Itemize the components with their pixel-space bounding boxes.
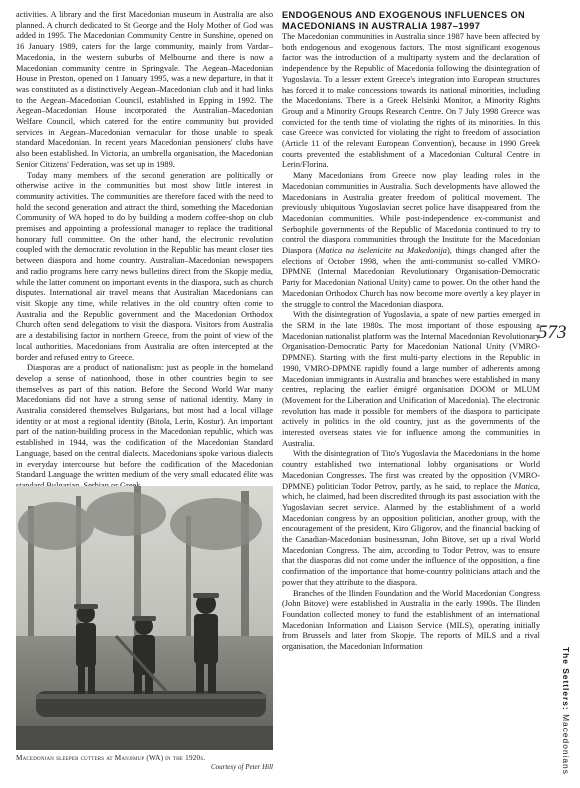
right-paragraph-4	[282, 449, 540, 588]
right-column	[282, 10, 540, 653]
right-paragraph-2-after: ), things changed after the elections of October 1998, when the anti-communist so-called VMRO-DPMNE (Internal Macedonian Revolutionary Organisation-Democratic Party for Macedonian National Unity) came to power. On the other hand the Macedonian Orthodox Church has now become more overtly a key player in the struggle to control the Macedonian diaspora.	[282, 246, 540, 309]
right-paragraph-2-before: Many Macedonians from Greece now play leading roles in the Macedonian communities in Australia. Such developments have allowed the Macedonians in Australia greater freedom of political movement. The previously ubiquitous Yugoslavian secret police have disappeared from the Macedonian communities. While post-independence ex-communist and Serbophile governments of the Republic of Macedonia continued to try to control the diaspora communities through the Institute for the Macedonian Diaspora (	[282, 171, 540, 256]
caption-text: Macedonian sleeper cutters at Manjimup (WA) in the 1920s.	[16, 754, 206, 762]
right-paragraph-5: Branches of the Ilinden Foundation and the World Macedonian Congress (John Bitove) were established in Australia in the early 1990s. The Ilinden Foundation collected money to fund the establishment of an international Macedonian Information and Liaison Service (MILS), operating initially from Brussels and later from Skopje. The reports of MILS and a rival organisation, the Macedonian Information	[282, 588, 540, 652]
right-paragraph-2	[282, 171, 540, 310]
historical-photo	[16, 486, 273, 750]
right-paragraph-4-before: With the disintegration of Tito's Yugoslavia the Macedonians in the home country established two international lobby organisations or World Macedonian Congresses. The first was created by the opposition (VMRO-DPMNE) politician Todor Petrov, partly, as he said, to replace the	[282, 449, 540, 491]
caption-credit: Courtesy of Peter Hill	[210, 763, 273, 771]
page-number: 573	[538, 322, 567, 343]
running-head	[558, 647, 571, 775]
running-head-regular: Macedonians	[561, 714, 571, 775]
running-head-text	[561, 647, 571, 775]
right-paragraph-4-italic: Matica	[514, 481, 538, 491]
photo-caption	[16, 754, 273, 772]
left-column	[16, 10, 273, 492]
right-paragraph-2-italic: Matica na iselenicite na Makedonija	[318, 246, 447, 256]
right-paragraph-3: With the disintegration of Yugoslavia, a spate of new parties emerged in the SRM in the late 1980s. The most important of those espousing a Macedonian nationalist platform was the Internal Macedonian Revolutionary Organisation-Democratic Party for Macedonian National Unity (VMRO-DPMNE). Starting with the first multi-party elections in the Republic in 1990, VMRO-DPMNE rapidly found a large number of adherents among Macedonian immigrants in Australia and branches were established in many centres, replacing the earlier émigré organisation DOOM or MLUM (Movement for the Liberation and Unification of Macedonia). The electronic revolution has made it possible for members of the diaspora to participate actively in politics in the old country, just as the governments of the interested overseas states vie for influence among the communities in Australia.	[282, 310, 540, 448]
right-paragraph-1: The Macedonian communities in Australia since 1987 have been affected by both endogenous and exogenous factors. The most significant exogenous factor was the introduction of a multiparty system and the declaration of independence by the Republic of Macedonia following the disintegration of Yugoslavia. To a lesser extent Greece's integration into European structures has forced it to make concessions towards its national minorities, including the Macedonians. There is a Greek Helsinki Monitor, a Minority Rights Group and a Minority Groups Research Centre. On 7 July 1998 Greece was convicted for the tenth time of violating the rights of its minorities. In this case Greece was convicted for violating the right to freedom of association (Article 11 of the relevant European Convention), because in 1990 Greek courts prevented the establishment of a Macedonian Cultural Centre in Lerin/Florina.	[282, 32, 540, 170]
right-paragraph-4-after: , which, he claimed, had been discredited through its past association with the Yugoslavian secret service. Alarmed by the establishment of a world Macedonian congress by an opposition politician, another group, with the encouragement of the president, Kiro Gligorov, and the financial backing of the Canadian-Macedonian businessman, John Bitove, set up a rival World Macedonian Congress. The aim, according to Todor Petrov, was to ensure that the diasporas did not come under the influence of the opposition, a fine confirmation of the importance that home-country politicians attach and the power that they attribute to the diaspora.	[282, 481, 540, 587]
left-paragraph-2: Today many members of the second generation are politically or otherwise active in the communities but most show little interest in community activities. The communities are therefore faced with the need to hold the second generation and attract the third, something the Macedonian Community of WA hoped to do by building a modern coffee-shop on club premises and appointing a professional manager to replace the traditional honorary full committee. On the other hand, the electronic revolution coupled with the democratic revolution in the Republic has meant closer ties between diaspora and home country. Australian–Macedonian newspapers and radio programs here carry news bulletins direct from the Skopje media, while the latter comment on important events in the diaspora, such as church disputes. International air travel means that Australian Macedonians can visit Skopje any time, while relatives in the old country often come to Australia and the Republic government and the Macedonian Orthodox Church often send delegations to visit the diaspora. Visitors from Australia are a destabilising factor in northern Greece, from the point of view of the local authorities. Macedonians from Australia are often intercepted at the border and refused entry to Greece.	[16, 170, 273, 362]
photo-image	[16, 486, 273, 750]
left-paragraph-1: activities. A library and the first Macedonian museum in Australia are also planned. A church dedicated to St George and the Holy Mother of God was added in 1995. The Macedonian Community Centre in Sunshine, opened on 16 January 1989, caters for the large community, mainly from Vardar–Macedonia, in the western suburbs of Melbourne and there is now a Macedonian community centre in Springvale. The Aegean–Macedonian House in Preston, opened on 1 January 1995, was a new departure, in that it was constituted as a distinctively Aegean–Macedonian club and it had links to the Aegean–Macedonian Council, established in Epping in 1992. The Aegean–Macedonian House incorporated the Australian–Macedonian Welfare Council, which catered for the entire community but provided services in Aegean–Macedonian vernacular for those unable to speak standard Macedonian. In recent years Macedonian pensioners' clubs have also been established. In Victoria, an umbrella organisation, the Macedonian Senior Citizens' Federation, was set up in 1989.	[16, 10, 273, 169]
section-heading: ENDOGENOUS AND EXOGENOUS INFLUENCES ON MACEDONIANS IN AUSTRALIA 1987–1997	[282, 10, 526, 31]
running-head-bold: The Settlers:	[561, 647, 571, 711]
left-paragraph-3: Diasporas are a product of nationalism: just as people in the homeland develop a sense of nationhood, those in other countries begin to see themselves as part of this nation. Before the Second World War many Macedonians did not have a strong sense of national identity. Many in Australia considered themselves Bulgarians, but most had a local village identity or at most a regional identity (Bitola, Lerin, Kostur). An important part of the nation-building process in the Macedonian republic, which was established in 1944, was the codification of the Macedonian Standard Language, based on the central dialects. Macedonians spoke various dialects in everyday intercourse but before the codification of the Macedonian Standard Language the written medium of the very small educated élite was	[16, 363, 273, 480]
